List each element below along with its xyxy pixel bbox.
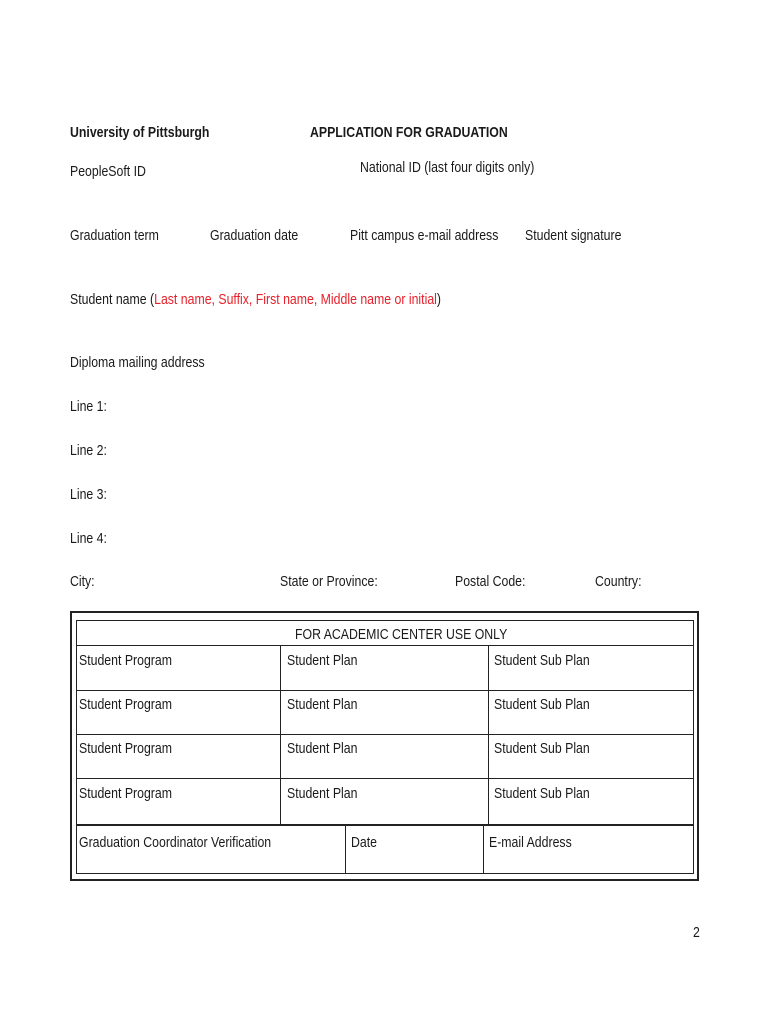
verification-date-label: Date: [351, 834, 377, 851]
country-label: Country:: [595, 573, 642, 590]
table-cell-program: Student Program: [79, 740, 172, 757]
peoplesoft-id-label: PeopleSoft ID: [70, 163, 146, 180]
table-cell-plan: Student Plan: [287, 652, 358, 669]
table-heading: FOR ACADEMIC CENTER USE ONLY: [295, 626, 508, 643]
table-cell-plan: Student Plan: [287, 785, 358, 802]
table-cell-program: Student Program: [79, 785, 172, 802]
national-id-label: National ID (last four digits only): [360, 159, 535, 176]
student-name-label: Student name (Last name, Suffix, First name, Middle name or initial): [70, 291, 441, 308]
student-name-hint: Last name, Suffix, First name, Middle name or initial: [154, 291, 437, 308]
email-label: Pitt campus e-mail address: [350, 227, 499, 244]
table-cell-subplan: Student Sub Plan: [494, 696, 590, 713]
verification-email-label: E-mail Address: [489, 834, 572, 851]
table-cell-subplan: Student Sub Plan: [494, 740, 590, 757]
postal-code-label: Postal Code:: [455, 573, 526, 590]
table-cell-subplan: Student Sub Plan: [494, 785, 590, 802]
coordinator-verification-label: Graduation Coordinator Verification: [79, 834, 272, 851]
table-cell-plan: Student Plan: [287, 740, 358, 757]
signature-label: Student signature: [525, 227, 622, 244]
table-cell-subplan: Student Sub Plan: [494, 652, 590, 669]
state-label: State or Province:: [280, 573, 378, 590]
table-column-divider: [345, 826, 346, 874]
table-divider: [76, 778, 694, 779]
graduation-term-label: Graduation term: [70, 227, 159, 244]
table-cell-plan: Student Plan: [287, 696, 358, 713]
table-divider: [76, 690, 694, 691]
graduation-date-label: Graduation date: [210, 227, 299, 244]
diploma-address-label: Diploma mailing address: [70, 354, 205, 371]
address-line2-label: Line 2:: [70, 442, 107, 459]
address-line3-label: Line 3:: [70, 486, 107, 503]
table-column-divider: [488, 645, 489, 824]
table-column-divider: [280, 645, 281, 824]
table-column-divider: [483, 826, 484, 874]
table-cell-program: Student Program: [79, 696, 172, 713]
table-divider: [76, 824, 694, 826]
table-divider: [76, 645, 694, 646]
city-label: City:: [70, 573, 95, 590]
table-divider: [76, 734, 694, 735]
university-name: University of Pittsburgh: [70, 124, 210, 141]
table-cell-program: Student Program: [79, 652, 172, 669]
address-line1-label: Line 1:: [70, 398, 107, 415]
form-title: APPLICATION FOR GRADUATION: [310, 124, 508, 141]
page-number: 2: [693, 924, 700, 941]
address-line4-label: Line 4:: [70, 530, 107, 547]
